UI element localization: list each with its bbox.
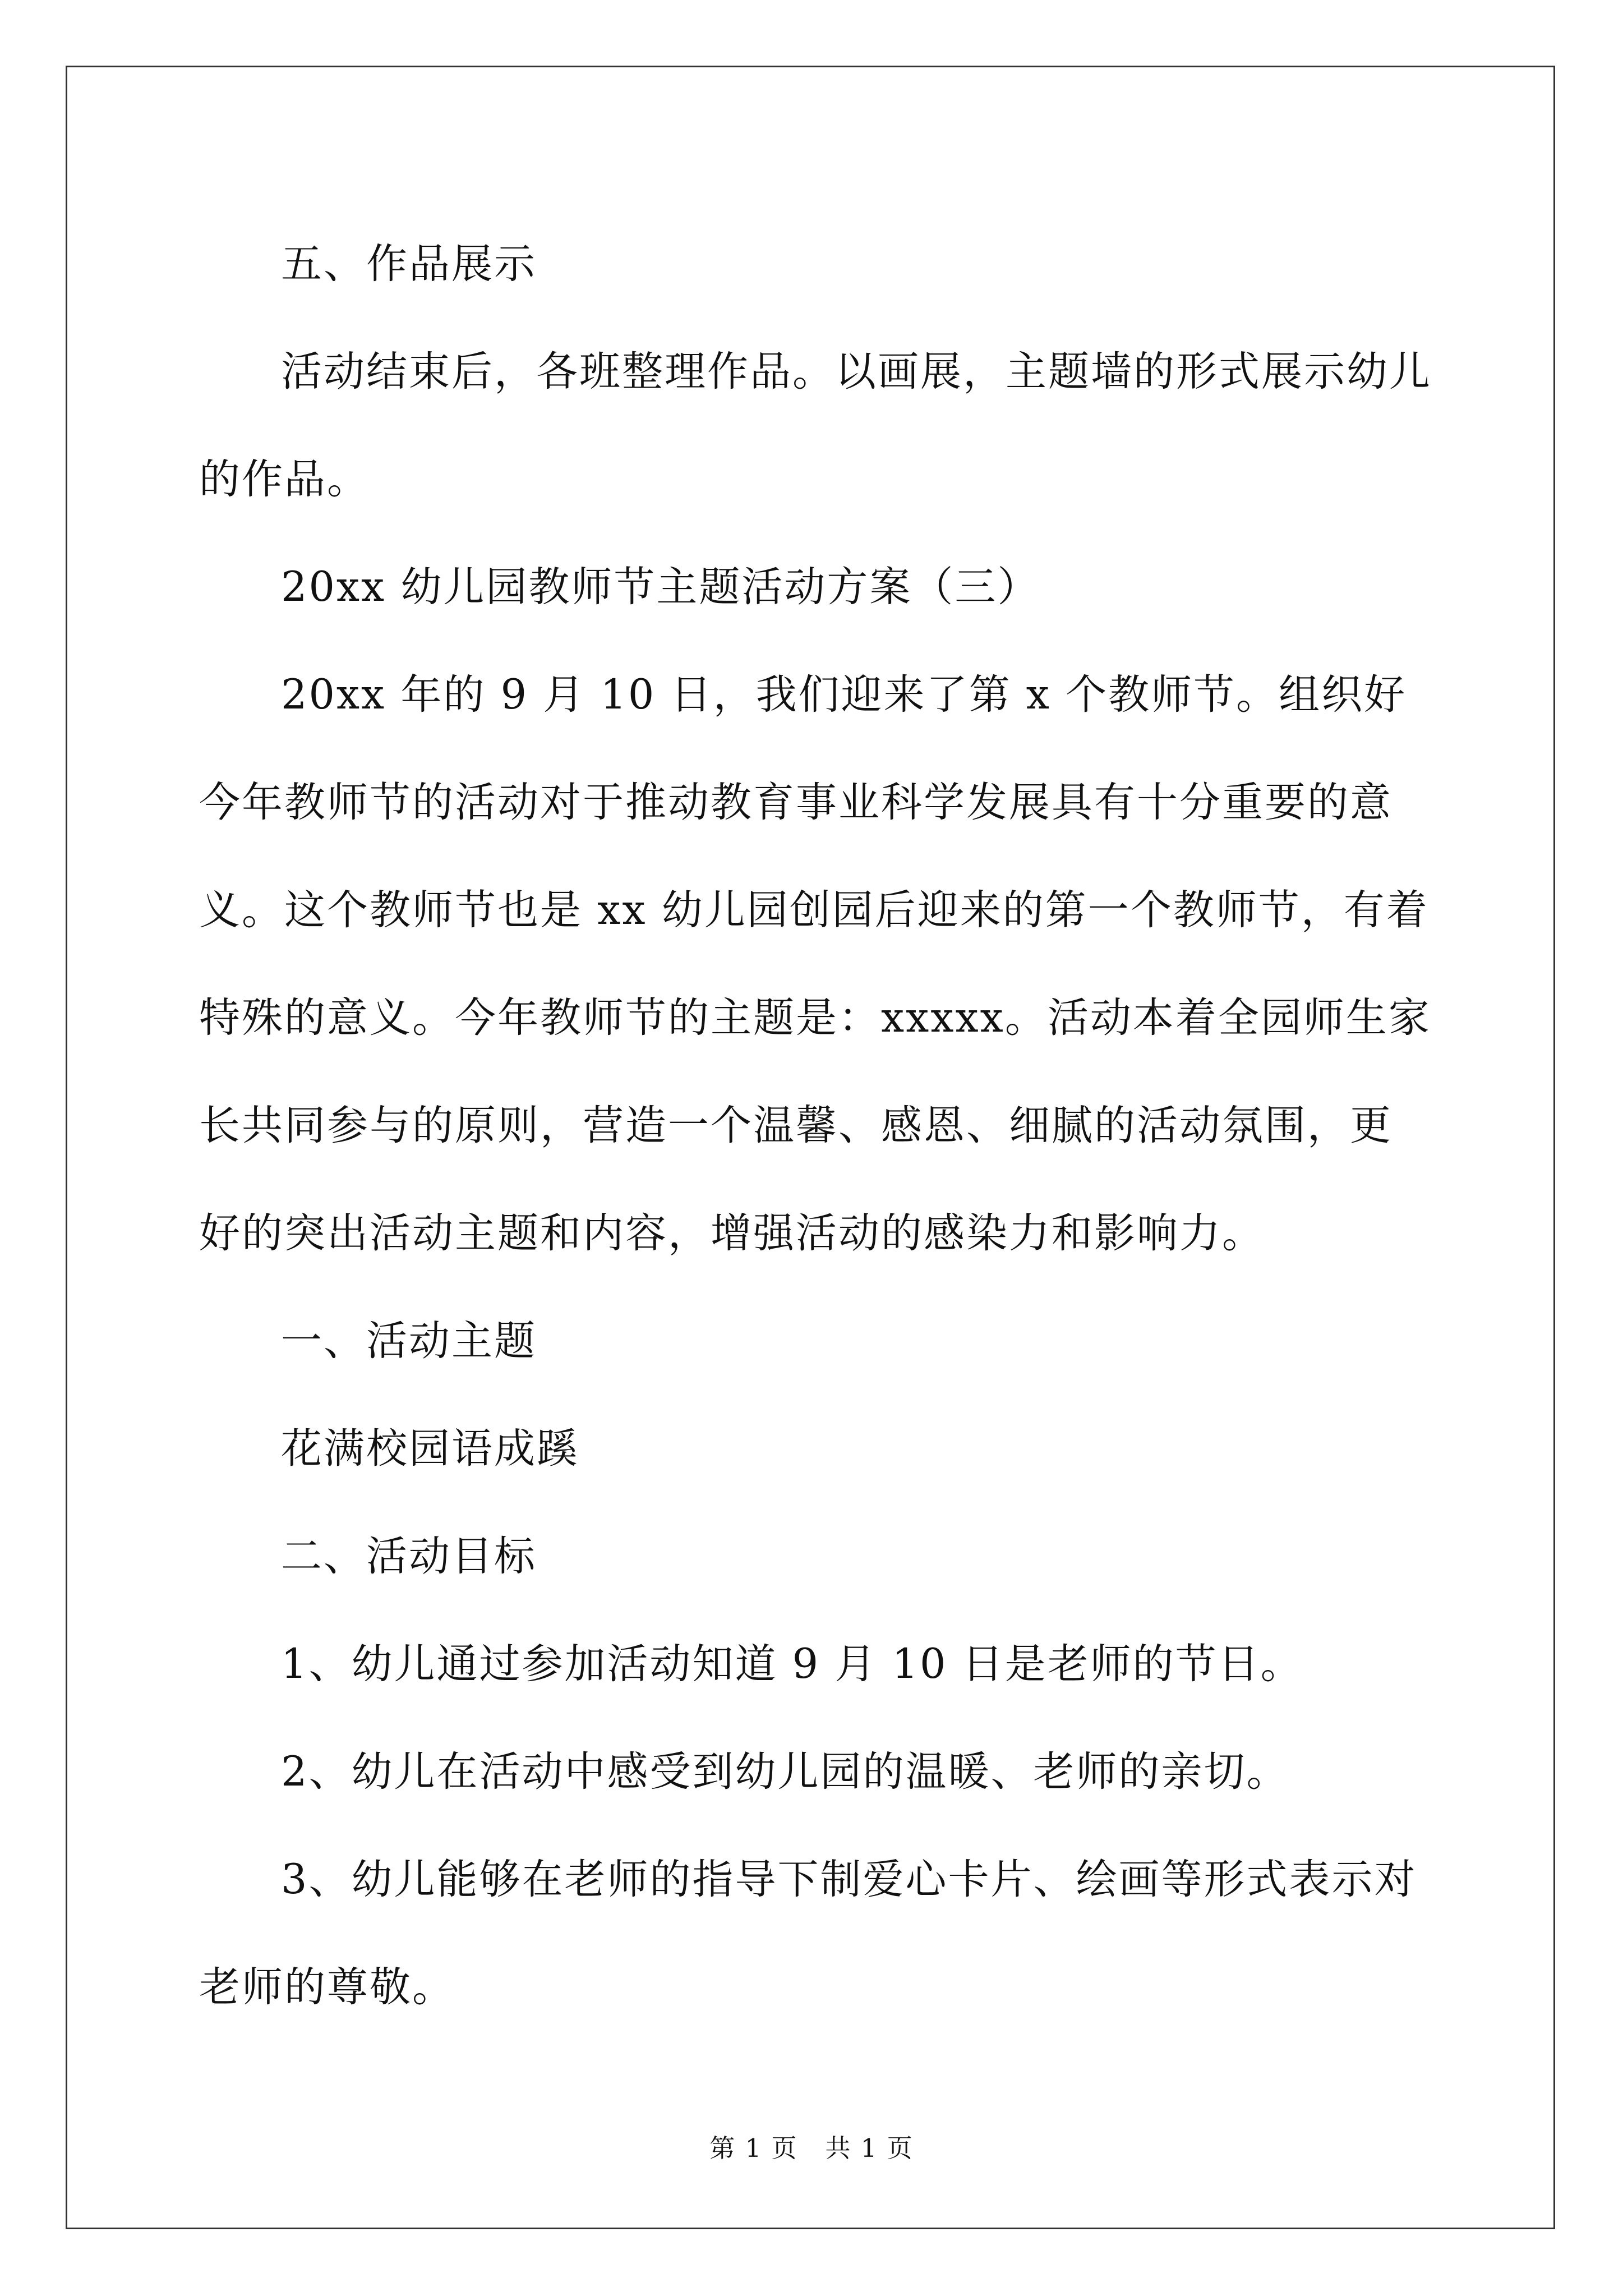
- goal-item-2: 2、幼儿在活动中感受到幼儿园的温暖、老师的亲切。: [281, 1748, 1289, 1796]
- page-number: 第 1 页: [709, 2133, 798, 2163]
- section-heading-works-display: 五、作品展示: [281, 240, 537, 288]
- goal-item-3: 3、幼儿能够在老师的指导下制爱心卡片、绘画等形式表示对老师的尊敬。: [199, 1856, 1417, 2011]
- document-body: [199, 210, 1433, 2041]
- page-total: 共 1 页: [825, 2133, 914, 2163]
- paragraph-introduction: 20xx 年的 9 月 10 日，我们迎来了第 x 个教师节。组织好今年教师节的活动对于推动教育事业科学发展具有十分重要的意义。这个教师节也是 xx 幼儿园创园后迎来的第一个教师节，有着特殊的意义。今年教师节的主题是：xxxxx。活动本着全园师生家长共同参与的原则，营造一个温馨、感恩、细腻的活动氛围，更好的突出活动主题和内容，增强活动的感染力和影响力。: [199, 671, 1431, 1257]
- paragraph-works-display: 活动结束后，各班整理作品。以画展，主题墙的形式展示幼儿的作品。: [199, 348, 1432, 503]
- page-footer: [0, 2128, 1623, 2164]
- section-heading-activity-goals: 二、活动目标: [281, 1533, 537, 1580]
- section-heading-activity-theme: 一、活动主题: [281, 1317, 537, 1365]
- paragraph-theme: 花满校园语成蹊: [281, 1425, 579, 1473]
- document-subtitle: 20xx 幼儿园教师节主题活动方案（三）: [281, 563, 1040, 611]
- goal-item-1: 1、幼儿通过参加活动知道 9 月 10 日是老师的节日。: [281, 1640, 1303, 1688]
